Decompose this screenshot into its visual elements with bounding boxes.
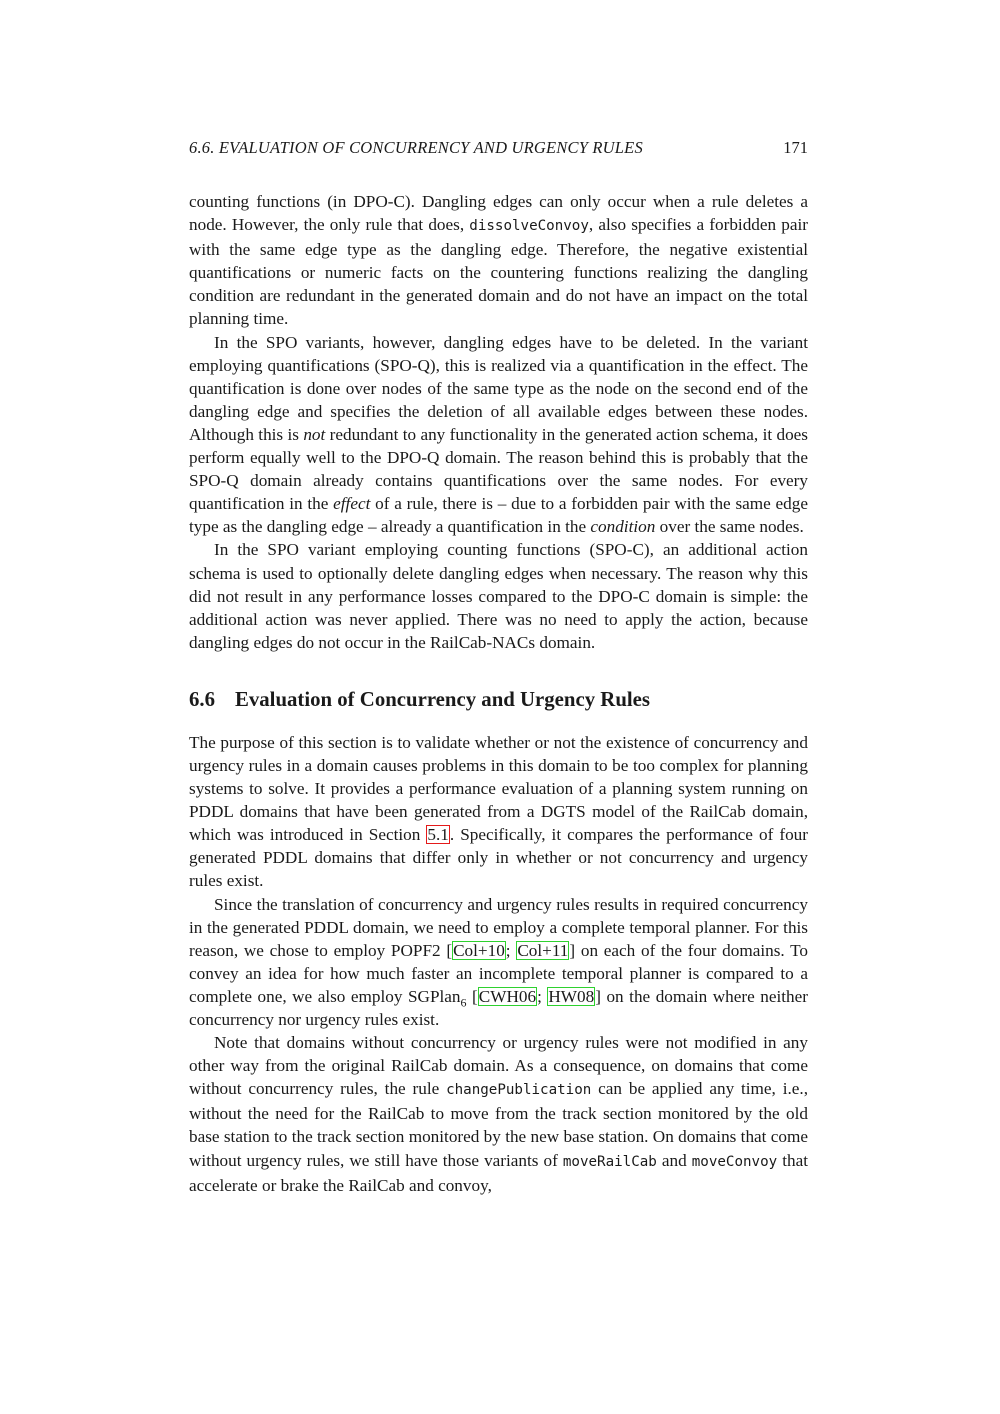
citation-link-col10[interactable]: Col+10 xyxy=(453,940,505,960)
emphasis-condition: condition xyxy=(590,517,656,537)
citation-separator: ; xyxy=(505,940,517,960)
paragraph-4-text-a: The purpose of this section is to validate whether or not the existence of concurrency and urgency rules in a domain causes problems in this domain to be too complex for planning systems to solve. It provides a performance evaluation of a planning system running on PDDL domains that have been generated from a DGTS model of the RailCab domain, which was introduced in Section xyxy=(189,732,808,845)
paragraph-2-text-c: of a rule, there is – due to a forbidden pair with the same edge type as the dangling edge – already a quantification in the xyxy=(189,494,808,537)
subscript-six: 6 xyxy=(460,995,467,1010)
paragraph-5 xyxy=(189,893,808,1032)
emphasis-effect: effect xyxy=(333,494,371,514)
emphasis-not: not xyxy=(303,424,326,444)
paragraph-6 xyxy=(189,1031,808,1197)
paragraph-5-text-c: [ xyxy=(466,986,478,1006)
code-move-railcab: moveRailCab xyxy=(562,1153,657,1170)
paragraph-1 xyxy=(189,190,808,331)
paragraph-2-text-b: redundant to any functionality in the generated action schema, it does perform equally well to the DPO-Q domain. The reason behind this is probably that the SPO-Q domain already contains quantifications over the same nodes. For every quantification in the xyxy=(189,424,808,514)
paragraph-1-text-b: , also specifies a forbidden pair with the same edge type as the dangling edge. Therefore, the negative existential quantifications or numeric facts on the countering functions realizing the dangling condition are redundant in the generated domain and do not have an impact on the total planning time. xyxy=(189,215,808,329)
paragraph-5-text-b: ] on each of the four domains. To convey an idea for how much faster an incomplete temporal planner is compared to a complete one, we also employ SGPlan xyxy=(189,940,808,1006)
paragraph-6-text-d: that accelerate or brake the RailCab and convoy, xyxy=(189,1150,808,1195)
paragraph-2-text-a: In the SPO variants, however, dangling edges have to be deleted. In the variant employing quantifications (SPO-Q), this is realized via a quantification in the effect. The quantification is done over nodes of the same type as the node on the second end of the dangling edge and specifies the deletion of all available edges between these nodes. Although this is xyxy=(189,332,808,444)
paragraph-6-text-c: and xyxy=(656,1150,692,1170)
page-number: 171 xyxy=(783,138,808,157)
running-head xyxy=(189,138,808,158)
paragraph-5-text-a: Since the translation of concurrency and urgency rules results in required concurrency in the generated PDDL domain, we need to employ a complete temporal planner. For this reason, we chose to employ POPF2 [ xyxy=(189,894,808,960)
code-change-publication: changePublication xyxy=(446,1082,592,1099)
body-text xyxy=(189,190,808,1197)
paragraph-6-text-a: Note that domains without concurrency or urgency rules were not modified in any other way from the original RailCab domain. As a consequence, on domains that come without concurrency rules, the rule xyxy=(189,1033,808,1099)
section-heading xyxy=(189,687,808,713)
paragraph-5-text-d: ] on the domain where neither concurrency nor urgency rules exist. xyxy=(189,986,808,1029)
paragraph-6-text-b: can be applied any time, i.e., without the need for the RailCab to move from the track section monitored by the old base station to the track section monitored by the new base station. On domains that come without urgency rules, we still have those variants of xyxy=(189,1079,808,1170)
paragraph-4 xyxy=(189,731,808,893)
citation-link-col11[interactable]: Col+11 xyxy=(517,940,569,960)
code-dissolve-convoy: dissolveConvoy xyxy=(469,218,589,235)
paragraph-2 xyxy=(189,331,808,539)
citation-link-hw08[interactable]: HW08 xyxy=(548,986,595,1006)
running-head-title: 6.6. EVALUATION OF CONCURRENCY AND URGENCY RULES xyxy=(189,138,643,157)
paragraph-4-text-b: . Specifically, it compares the performance of four generated PDDL domains that differ only in whether or not concurrency and urgency rules exist. xyxy=(189,825,808,891)
citation-separator: ; xyxy=(537,986,548,1006)
section-number: 6.6 xyxy=(189,687,215,711)
paragraph-3: In the SPO variant employing counting functions (SPO-C), an additional action schema is used to optionally delete dangling edges when necessary. The reason why this did not result in any performance losses compared to the DPO-C domain is simple: the additional action was never applied. There was no need to apply the action, because dangling edges do not occur in the RailCab-NACs domain. xyxy=(189,540,808,652)
citation-link-cwh06[interactable]: CWH06 xyxy=(478,986,537,1006)
paragraph-2-text-d: over the same nodes. xyxy=(655,517,804,537)
section-title: Evaluation of Concurrency and Urgency Rules xyxy=(235,687,650,711)
section-ref-link[interactable]: 5.1 xyxy=(427,825,449,845)
code-move-convoy: moveConvoy xyxy=(691,1153,778,1170)
paragraph-1-text-a: counting functions (in DPO-C). Dangling edges can only occur when a rule deletes a node. However, the only rule that does, xyxy=(189,192,808,235)
